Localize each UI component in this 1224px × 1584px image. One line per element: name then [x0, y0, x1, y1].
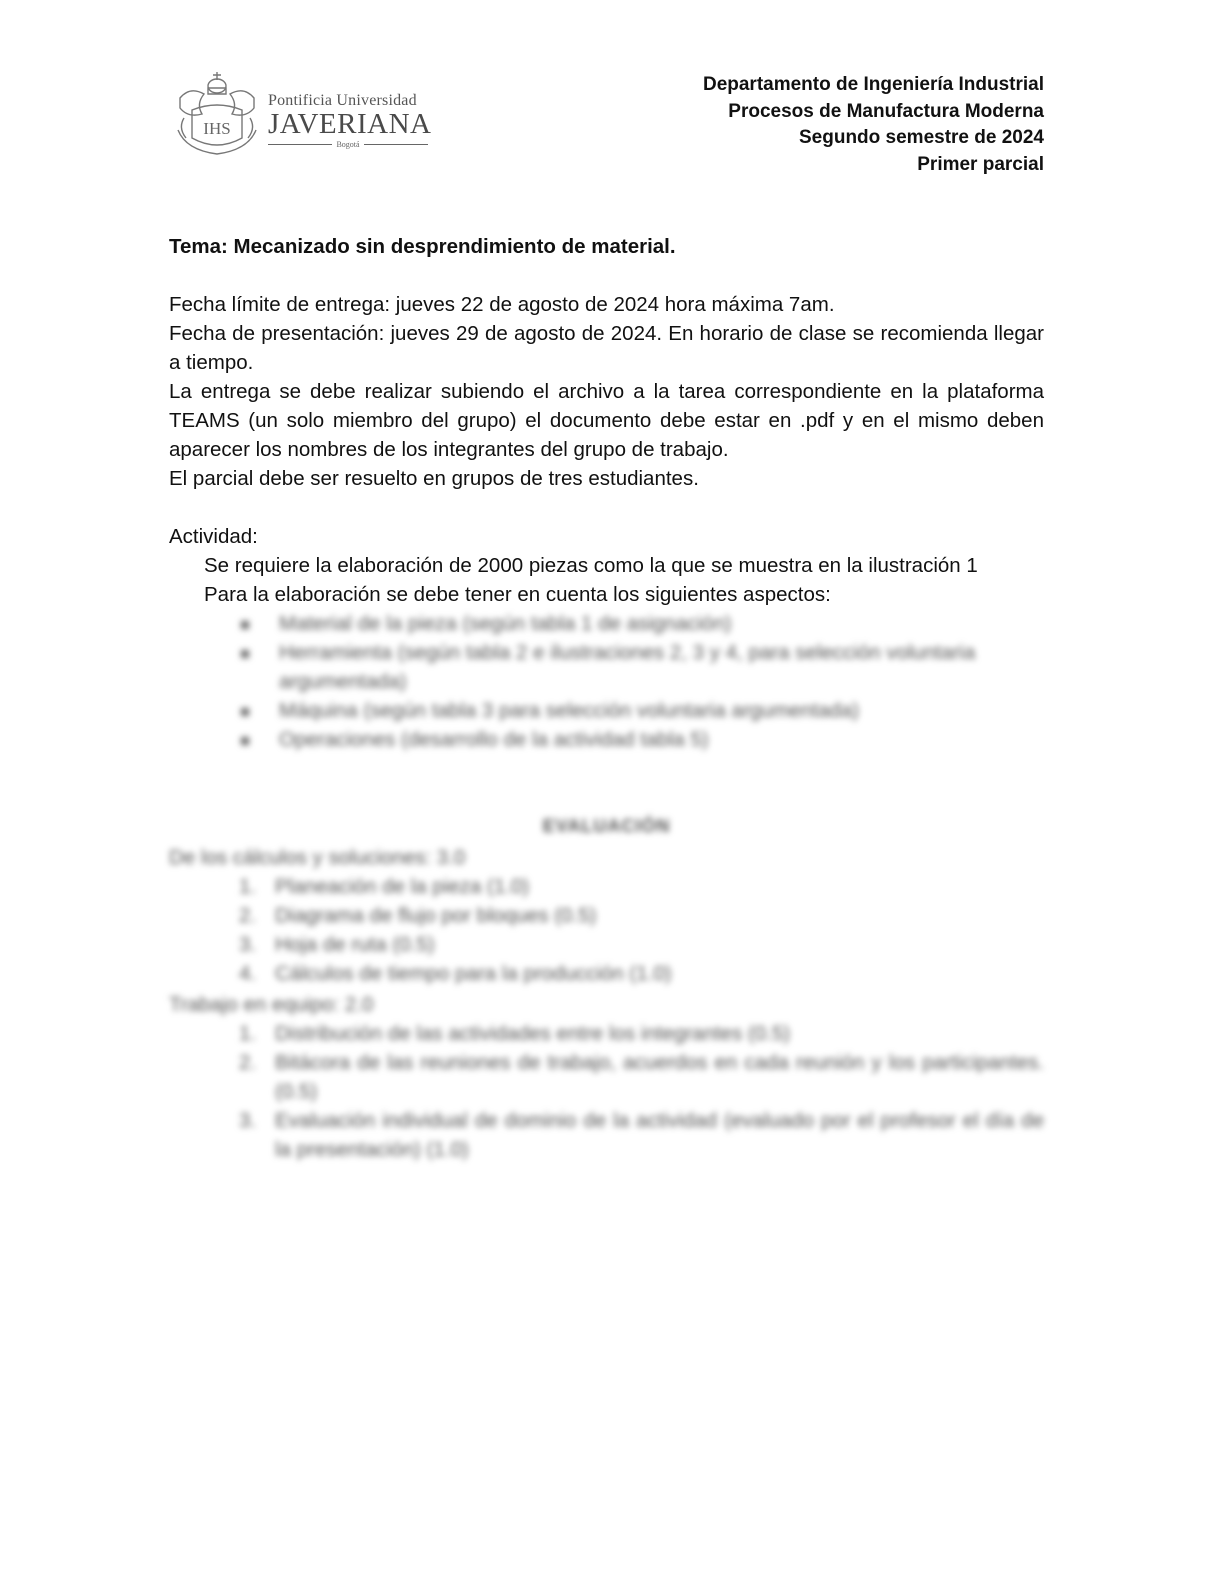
header-department: Departamento de Ingeniería Industrial [702, 74, 1044, 95]
activity-label: Actividad: [169, 525, 258, 548]
activity-description: Se requiere la elaboración de 2000 piezas como la que se muestra en la ilustración 1 [204, 554, 978, 577]
deadline-line: Fecha límite de entrega: jueves 22 de agosto de 2024 hora máxima 7am. [169, 293, 835, 316]
list-item: Evaluación individual de dominio de la actividad (evaluado por el profesor el día de la presentación) (1.0) [275, 1109, 1044, 1161]
aspects-list [169, 609, 1044, 754]
list-item: Cálculos de tiempo para la producción (1.0) [275, 962, 672, 985]
submission-instructions: La entrega se debe realizar subiendo el archivo a la tarea correspondiente en la plataforma TEAMS (un solo miembro del grupo) el documento debe estar en .pdf y en el mismo deben aparecer los nombres de los integrantes del grupo de trabajo. [169, 380, 1044, 461]
teamwork-list [169, 1019, 1044, 1164]
list-item: Distribución de las actividades entre los integrantes (0.5) [275, 1022, 791, 1045]
calculations-heading: De los cálculos y soluciones: 3.0 [169, 846, 466, 869]
logo-rule-left [268, 144, 332, 145]
teamwork-heading: Trabajo en equipo: 2.0 [169, 993, 374, 1016]
document-body [169, 232, 1044, 1164]
evaluation-section [169, 812, 1044, 1164]
list-item: Planeación de la pieza (1.0) [275, 875, 530, 898]
list-item: Máquina (según tabla 3 para selección voluntaria argumentada) [241, 696, 1044, 725]
logo-line-javeriana: JAVERIANA [268, 108, 432, 140]
list-item: Diagrama de flujo por bloques (0.5) [275, 904, 597, 927]
group-size-note: El parcial debe ser resuelto en grupos de tres estudiantes. [169, 467, 699, 490]
topic-heading: Tema: Mecanizado sin desprendimiento de material. [169, 235, 676, 258]
course-header [703, 72, 1044, 178]
list-item: Operaciones (desarrollo de la actividad tabla 5) [241, 725, 1044, 754]
header-exam: Primer parcial [917, 153, 1044, 175]
list-item: Herramienta (según tabla 2 e ilustraciones 2, 3 y 4, para selección voluntaria argumentada) [241, 638, 1044, 696]
evaluation-title: EVALUACIÓN [542, 816, 671, 836]
list-item: Bitácora de las reuniones de trabajo, acuerdos en cada reunión y los participantes. (0.5) [275, 1051, 1044, 1103]
presentation-date: Fecha de presentación: jueves 29 de agosto de 2024. En horario de clase se recomienda llegar a tiempo. [169, 322, 1044, 374]
crest-icon [170, 68, 264, 158]
logo-rule-right [364, 144, 428, 145]
header-course: Procesos de Manufactura Moderna [728, 100, 1044, 122]
header-semester: Segundo semestre de 2024 [799, 127, 1044, 148]
activity-aspects-intro: Para la elaboración se debe tener en cuenta los siguientes aspectos: [204, 583, 831, 606]
logo-wordmark [268, 92, 432, 149]
university-logo [170, 68, 430, 160]
logo-line-pontificia: Pontificia Universidad [268, 92, 417, 109]
svg-text:IHS: IHS [203, 119, 231, 138]
list-item: Material de la pieza (según tabla 1 de asignación) [241, 609, 1044, 638]
list-item: Hoja de ruta (0.5) [275, 933, 435, 956]
calculations-list [169, 872, 1044, 988]
logo-line-bogota: Bogotá [268, 140, 428, 149]
